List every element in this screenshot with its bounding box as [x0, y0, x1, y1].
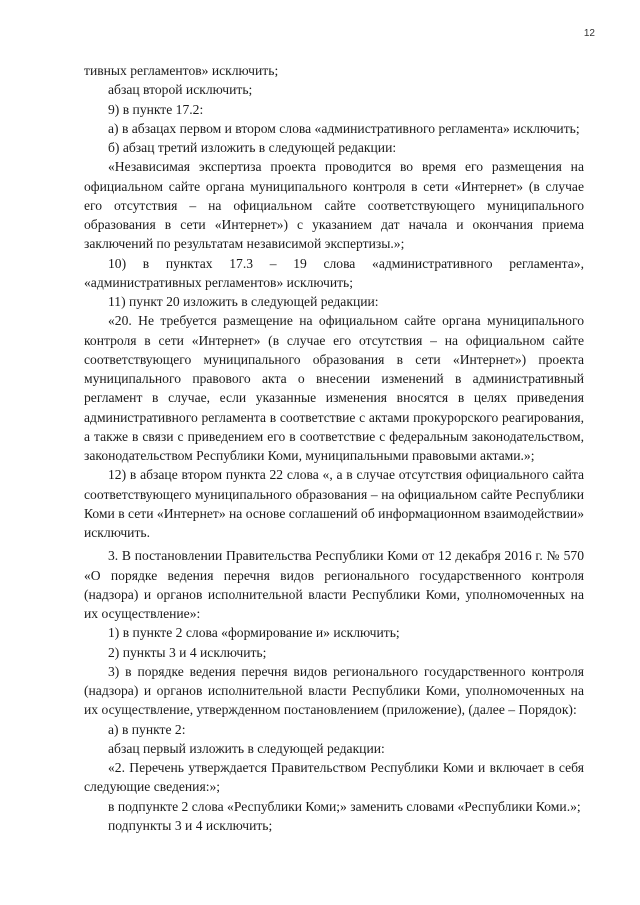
paragraph: а) в пункте 2:	[108, 721, 186, 737]
paragraph: 1) в пункте 2 слова «формирование и» исключить;	[108, 625, 400, 641]
paragraph: 12) в абзаце втором пункта 22 слова «, а в случае отсутствия официального сайта соответствующего муниципального образования – на официальном сайте Республики Коми в сети «Интернет» на основе соглашений об информационном взаимодействии» исключить.	[84, 467, 584, 540]
document-body	[84, 61, 584, 835]
paragraph: 2) пункты 3 и 4 исключить;	[108, 644, 267, 660]
paragraph: тивных регламентов» исключить;	[84, 63, 279, 78]
paragraph: 11) пункт 20 изложить в следующей редакции:	[108, 294, 379, 309]
paragraph: «2. Перечень утверждается Правительством Республики Коми и включает в себя следующие сведения:»;	[84, 760, 584, 795]
paragraph: б) абзац третий изложить в следующей редакции:	[108, 140, 397, 155]
paragraph: «20. Не требуется размещение на официальном сайте органа муниципального контроля в сети «Интернет» (в случае его отсутствия – на официальном сайте соответствующего муниципального образования в сети «Интернет») проекта муниципального правового акта о внесении изменений в административный регламент в случае, если указанные изменения вносятся в целях приведения административного регламента в соответствие с актами прокурорского реагирования, а также в связи с приведением его в соответствие с федеральным законодательством, законодательством Республики Коми, муниципальными правовыми актами.»;	[84, 313, 584, 463]
paragraph: абзац второй исключить;	[108, 82, 253, 98]
paragraph: 3. В постановлении Правительства Республики Коми от 12 декабря 2016 г. № 570 «О порядке ведения перечня видов регионального государственного контроля (надзора) и органов исполнительной власти Республики Коми, уполномоченных на их осуществление»:	[84, 548, 584, 621]
paragraph: «Независимая экспертиза проекта проводится во время его размещения на официальном сайте органа муниципального контроля в сети «Интернет» (в случае его отсутствия – на официальном сайте соответствующего муниципального образования в сети «Интернет») с указанием дат начала и окончания приема заключений по результатам независимой экспертизы.»;	[84, 159, 584, 252]
paragraph: в подпункте 2 слова «Республики Коми;» заменить словами «Республики Коми.»;	[108, 798, 581, 814]
paragraph: абзац первый изложить в следующей редакции:	[108, 740, 385, 756]
paragraph: 9) в пункте 17.2:	[108, 101, 204, 117]
paragraph: 3) в порядке ведения перечня видов регионального государственного контроля (надзора) и органов исполнительной власти Республики Коми, уполномоченных на их осуществление, утвержденном постановлением (приложение), (далее – Порядок):	[84, 663, 584, 718]
paragraph: а) в абзацах первом и втором слова «административного регламента» исключить;	[108, 120, 580, 136]
paragraph: 10) в пунктах 17.3 – 19 слова «административного регламента», «административных регламентов» исключить;	[84, 255, 584, 290]
page-number: 12	[583, 28, 595, 39]
paragraph: подпункты 3 и 4 исключить;	[108, 817, 273, 833]
